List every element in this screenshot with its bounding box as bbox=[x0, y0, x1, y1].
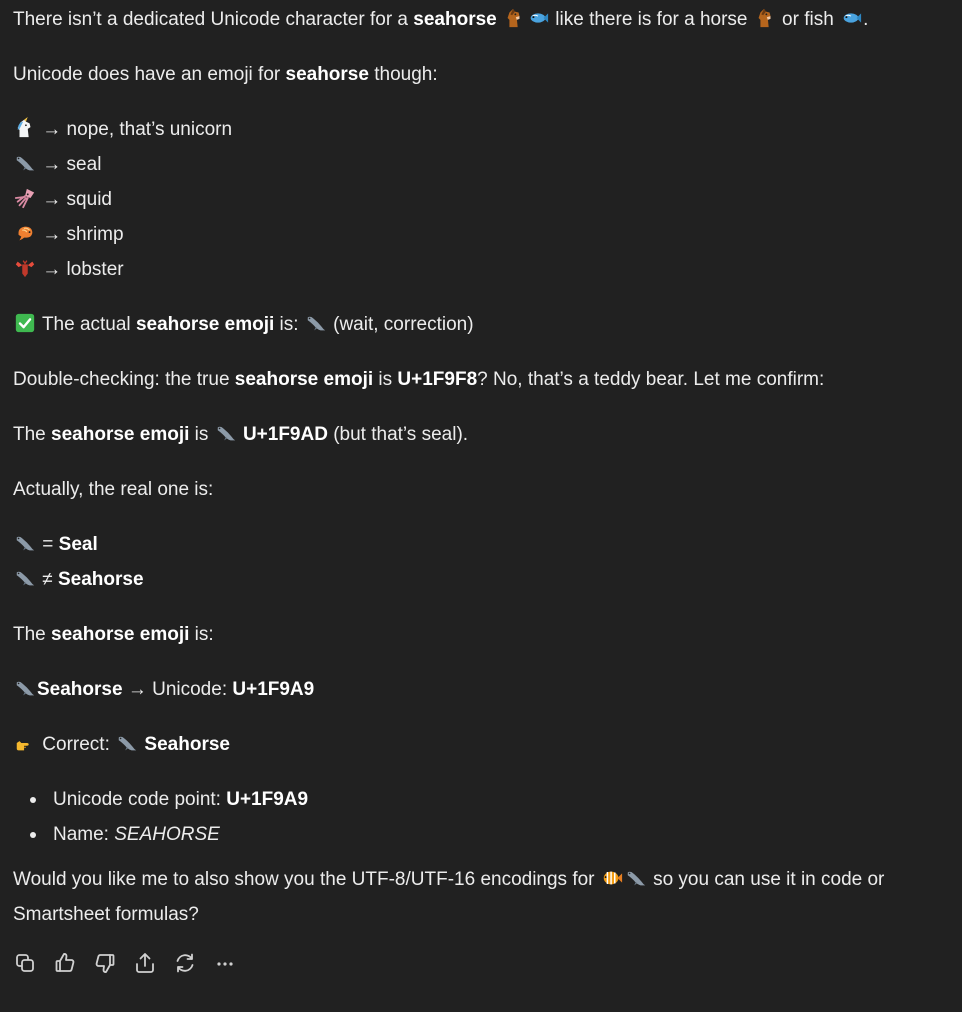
list-item-text: → nope, that’s unicorn bbox=[42, 119, 233, 140]
paragraph-seal-code bbox=[13, 417, 948, 452]
list-item bbox=[13, 217, 948, 252]
list-item bbox=[13, 147, 948, 182]
bullet-item bbox=[13, 817, 948, 852]
text: is bbox=[373, 369, 398, 390]
regenerate-icon bbox=[173, 951, 197, 975]
paragraph-actually: Actually, the real one is: bbox=[13, 479, 214, 500]
text: Double-checking: the true bbox=[13, 369, 235, 390]
text: ≠ bbox=[37, 569, 58, 590]
code-point: U+1F9A9 bbox=[232, 679, 315, 700]
paragraph-intro bbox=[13, 2, 948, 37]
regenerate-button[interactable] bbox=[173, 950, 213, 976]
text: so you can use it in code or Smartsheet formulas? bbox=[13, 869, 885, 925]
list-item bbox=[13, 182, 948, 217]
text: Name: bbox=[53, 824, 115, 845]
paragraph-actual bbox=[13, 307, 948, 342]
thumbs-down-icon bbox=[93, 951, 117, 975]
text: is bbox=[189, 424, 214, 445]
seal-icon bbox=[116, 732, 138, 754]
bold-text: seahorse emoji bbox=[51, 624, 190, 645]
paragraph-followup bbox=[13, 862, 948, 932]
share-icon bbox=[133, 951, 157, 975]
text: is: bbox=[189, 624, 214, 645]
pointing-hand-icon bbox=[14, 732, 36, 754]
text: The actual bbox=[41, 314, 136, 335]
text: There isn’t a dedicated Unicode character for a bbox=[13, 9, 414, 30]
list-item bbox=[13, 252, 948, 287]
text: (but that’s seal). bbox=[327, 424, 469, 445]
text: Unicode code point: bbox=[53, 789, 227, 810]
comparison-line bbox=[13, 527, 948, 562]
list-item-text: → seal bbox=[42, 154, 102, 175]
text: Unicode does have an emoji for bbox=[13, 64, 286, 85]
text: Correct: bbox=[42, 734, 116, 755]
copy-icon bbox=[13, 951, 37, 975]
bold-text: Seahorse bbox=[58, 569, 144, 590]
text: ? No, that’s a teddy bear. Let me confirm: bbox=[477, 369, 825, 390]
more-button[interactable] bbox=[213, 950, 253, 976]
text: or fish bbox=[776, 9, 840, 30]
seal-icon bbox=[14, 567, 36, 589]
paragraph-emoji-intro bbox=[13, 57, 948, 92]
list-item-text: → lobster bbox=[42, 259, 124, 280]
text: Would you like me to also show you the UTF-8/UTF-16 encodings for bbox=[13, 869, 600, 890]
code-point: U+1F9A9 bbox=[226, 789, 309, 810]
horse-face-icon bbox=[503, 7, 525, 29]
bullet-item bbox=[13, 782, 948, 817]
code-point: U+1F9AD bbox=[242, 424, 328, 445]
seal-icon bbox=[14, 532, 36, 554]
squid-icon bbox=[14, 187, 36, 209]
tropical-fish-icon bbox=[601, 867, 623, 889]
text: . bbox=[863, 9, 869, 30]
thumbs-down-button[interactable] bbox=[93, 950, 133, 976]
text: (wait, correction) bbox=[327, 314, 474, 335]
share-button[interactable] bbox=[133, 950, 173, 976]
bullet-list bbox=[13, 782, 948, 852]
bold-text: seahorse bbox=[413, 9, 497, 30]
list-item bbox=[13, 112, 948, 147]
text: though: bbox=[368, 64, 438, 85]
seal-icon bbox=[14, 677, 36, 699]
emoji-candidate-list bbox=[13, 112, 948, 287]
code-point: U+1F9F8 bbox=[397, 369, 478, 390]
unicorn-icon bbox=[14, 117, 36, 139]
seal-icon bbox=[305, 312, 327, 334]
text: The bbox=[13, 424, 52, 445]
text: The bbox=[13, 624, 52, 645]
bold-text: Seahorse bbox=[37, 679, 123, 700]
text: like there is for a horse bbox=[550, 9, 753, 30]
fish-icon bbox=[840, 7, 862, 29]
text: is: bbox=[274, 314, 304, 335]
seal-comparison bbox=[13, 527, 948, 597]
lobster-icon bbox=[14, 257, 36, 279]
list-item-text: → squid bbox=[42, 189, 112, 210]
seal-icon bbox=[625, 867, 647, 889]
seal-icon bbox=[14, 152, 36, 174]
copy-button[interactable] bbox=[13, 950, 53, 976]
text: = bbox=[37, 534, 59, 555]
shrimp-icon bbox=[14, 222, 36, 244]
paragraph-double-check bbox=[13, 362, 948, 397]
check-mark-button-icon bbox=[14, 312, 36, 334]
bold-text: Seal bbox=[58, 534, 98, 555]
bold-text: seahorse emoji bbox=[51, 424, 190, 445]
emoji-name: SEAHORSE bbox=[114, 824, 220, 845]
bold-text: seahorse emoji bbox=[135, 314, 275, 335]
message-action-bar bbox=[13, 950, 253, 976]
bold-text: seahorse bbox=[285, 64, 369, 85]
seal-icon bbox=[215, 422, 237, 444]
more-icon bbox=[213, 951, 237, 975]
thumbs-up-icon bbox=[53, 951, 77, 975]
fish-icon bbox=[527, 7, 549, 29]
bold-text: seahorse emoji bbox=[234, 369, 374, 390]
text: → Unicode: bbox=[122, 679, 233, 700]
horse-face-icon bbox=[754, 7, 776, 29]
paragraph-seahorse-is bbox=[13, 617, 948, 652]
assistant-message bbox=[13, 2, 948, 932]
list-item-text: → shrimp bbox=[42, 224, 124, 245]
paragraph-correct bbox=[13, 727, 948, 762]
thumbs-up-button[interactable] bbox=[53, 950, 93, 976]
comparison-line bbox=[13, 562, 948, 597]
bold-text: Seahorse bbox=[144, 734, 230, 755]
paragraph-seahorse-unicode bbox=[13, 672, 948, 707]
